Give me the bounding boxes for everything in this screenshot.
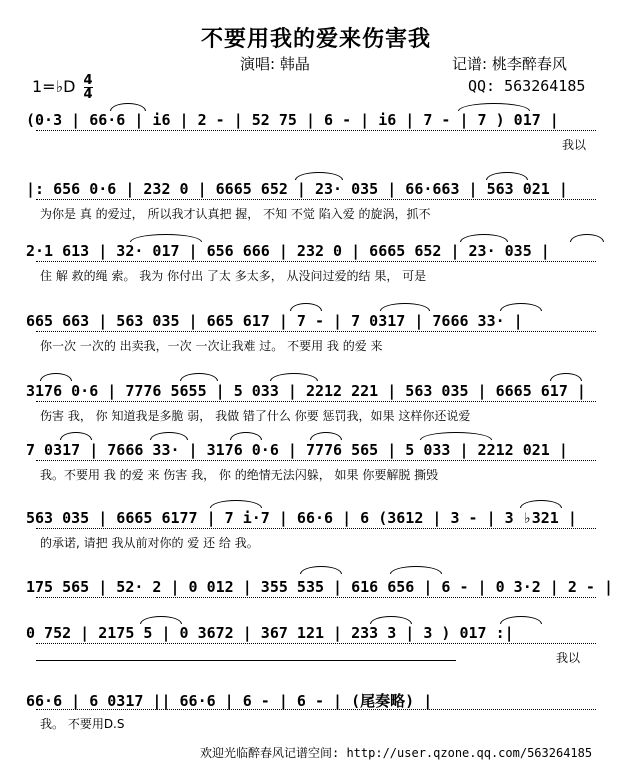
slur-mark bbox=[290, 303, 322, 311]
beam-line bbox=[36, 199, 596, 200]
singer-credit: 演唱: 韩晶 bbox=[240, 55, 310, 73]
score-line-8: 175 565 | 52· 2 | 0 012 | 355 535 | 616 656 | 6 - | 0 3·2 | 2 - | bbox=[26, 578, 613, 596]
score-line-9: 0 752 | 2175 5 | 0 3672 | 367 121 | 233 3 | 3 ) 017 :| bbox=[26, 624, 514, 642]
lyric-line-7: 的承诺, 请把 我从前对你的 爱 还 给 我。 bbox=[40, 536, 259, 550]
slur-mark bbox=[150, 432, 188, 440]
beam-line bbox=[36, 460, 596, 461]
beam-line bbox=[36, 401, 596, 402]
score-line-3: 2·1 613 | 32· 017 | 656 666 | 232 0 | 6665 652 | 23· 035 | bbox=[26, 242, 550, 260]
key-signature bbox=[32, 74, 93, 101]
score-line-6: 7 0317 | 7666 33· | 3176 0·6 | 7776 565 | 5 033 | 2212 021 | bbox=[26, 441, 568, 459]
song-title: 不要用我的爱来伤害我 bbox=[200, 27, 431, 52]
slur-mark bbox=[310, 432, 342, 440]
slur-mark bbox=[130, 234, 202, 242]
lyric-line-6: 我。不要用 我 的爱 来 伤害 我， 你 的绝情无法闪躲， 如果 你要解脱 撕毁 bbox=[40, 468, 439, 482]
slur-mark bbox=[370, 616, 412, 624]
qq-number: QQ: 563264185 bbox=[468, 77, 586, 95]
lyric-line-1: 我以 bbox=[562, 138, 587, 152]
beam-line bbox=[36, 261, 596, 262]
slur-mark bbox=[110, 103, 146, 111]
score-line-7: 563 035 | 6665 6177 | 7 i·7 | 66·6 | 6 (3612 | 3 - | 3 ♭321 | bbox=[26, 509, 577, 527]
score-line-4: 665 663 | 563 035 | 665 617 | 7 - | 7 0317 | 7666 33· | bbox=[26, 312, 523, 330]
slur-mark bbox=[300, 566, 342, 574]
slur-mark bbox=[500, 303, 542, 311]
beam-line bbox=[36, 130, 596, 131]
slur-mark bbox=[295, 172, 343, 180]
slur-mark bbox=[60, 432, 92, 440]
slur-mark bbox=[140, 616, 182, 624]
score-line-5: 3176 0·6 | 7776 5655 | 5 033 | 2212 221 | 563 035 | 6665 617 | bbox=[26, 382, 586, 400]
score-line-10: 66·6 | 6 0317 || 66·6 | 6 - | 6 - | (尾奏略) | bbox=[26, 692, 433, 710]
slur-mark bbox=[270, 373, 318, 381]
slur-mark bbox=[180, 373, 218, 381]
lyric-line-9: 我以 bbox=[556, 651, 581, 665]
beam-line bbox=[36, 643, 596, 644]
beam-line bbox=[36, 528, 596, 529]
slur-mark bbox=[380, 303, 430, 311]
lyric-line-4: 你一次 一次的 出卖我，一次 一次让我难 过。 不要用 我 的爱 来 bbox=[40, 339, 383, 353]
slur-mark bbox=[460, 234, 508, 242]
slur-mark bbox=[520, 500, 562, 508]
slur-mark bbox=[486, 172, 528, 180]
score-line-1: (0·3 | 66·6 | i6 | 2 - | 52 75 | 6 - | i6 | 7 - | 7 ) 017 | bbox=[26, 111, 559, 129]
lyric-line-5: 伤害 我， 你 知道我是多脆 弱， 我做 错了什么 你要 惩罚我，如果 这样你还说爱 bbox=[40, 409, 471, 423]
time-signature bbox=[84, 74, 93, 101]
footer-text: 欢迎光临醉春风记谱空间: http://user.qzone.qq.com/563264185 bbox=[200, 746, 593, 760]
slur-mark bbox=[230, 432, 262, 440]
slur-mark bbox=[210, 500, 262, 508]
lyric-line-10: 我。 不要用D.S bbox=[40, 717, 125, 731]
slur-mark bbox=[390, 566, 442, 574]
slur-mark bbox=[458, 103, 530, 111]
volta-bracket bbox=[36, 660, 456, 661]
beam-line bbox=[36, 597, 596, 598]
beam-line bbox=[36, 709, 596, 710]
lyric-line-3: 住 解 救的绳 索。 我为 你付出 了太 多太多， 从没问过爱的结 果， 可是 bbox=[40, 269, 427, 283]
slur-mark bbox=[500, 616, 542, 624]
slur-mark bbox=[550, 373, 582, 381]
key-label: 1=♭D bbox=[32, 77, 76, 96]
slur-mark bbox=[570, 234, 604, 242]
time-sig-numerator: 4 bbox=[83, 73, 93, 88]
slur-mark bbox=[420, 432, 492, 440]
beam-line bbox=[36, 331, 596, 332]
score-line-2: |: 656 0·6 | 232 0 | 6665 652 | 23· 035 | 66·663 | 563 021 | bbox=[26, 180, 568, 198]
time-sig-denominator: 4 bbox=[83, 87, 93, 102]
lyric-line-2: 为你是 真 的爱过， 所以我才认真把 握， 不知 不觉 陷入爱 的旋涡，抓不 bbox=[40, 207, 431, 221]
slur-mark bbox=[40, 373, 72, 381]
transcriber-credit: 记谱: 桃李醉春风 bbox=[452, 55, 567, 73]
